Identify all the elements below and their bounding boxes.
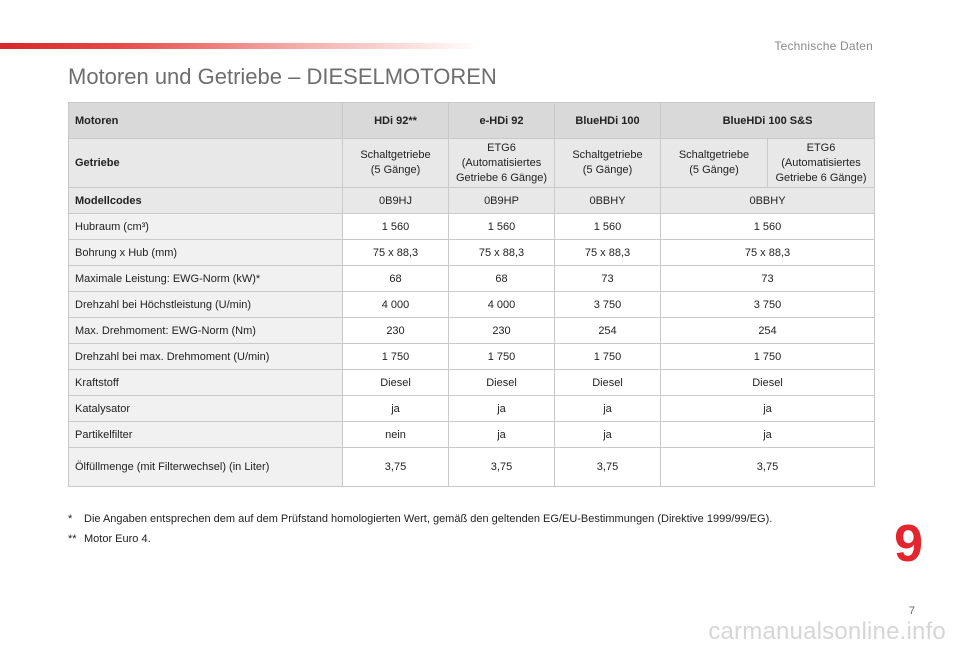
row-label: Katalysator [69,396,343,422]
row-label: Max. Drehmoment: EWG-Norm (Nm) [69,318,343,344]
table-cell: 3,75 [449,448,555,487]
header-cell-engine: BlueHDi 100 S&S [661,103,875,139]
table-row [69,396,875,422]
footnote [68,513,772,525]
table-cell: 3 750 [555,292,661,318]
row-label: Modellcodes [69,188,343,214]
row-label: Ölfüllmenge (mit Filterwechsel) (in Liter) [69,448,343,487]
table-row-gearbox [69,139,875,188]
table-cell: 68 [449,266,555,292]
table-cell: 1 750 [661,344,875,370]
page-number: 7 [908,605,915,617]
table-header-row [69,103,875,139]
header-cell-motoren: Motoren [69,103,343,139]
table-cell: 3,75 [343,448,449,487]
page-title: Motoren und Getriebe – DIESELMOTOREN [68,64,497,89]
table-row [69,266,875,292]
watermark: carmanualsonline.info [708,618,946,645]
table-cell: Diesel [661,370,875,396]
table-cell: 4 000 [449,292,555,318]
table-cell: 1 560 [555,214,661,240]
table-cell: Schaltgetriebe (5 Gänge) [661,139,768,188]
footnote-mark: ** [68,533,77,545]
row-label: Getriebe [69,139,343,188]
table-cell: Schaltgetriebe (5 Gänge) [343,139,449,188]
table-cell: 1 560 [449,214,555,240]
table-cell: 75 x 88,3 [343,240,449,266]
table-cell: ja [343,396,449,422]
header-accent-bar [0,43,480,49]
row-label: Drehzahl bei Höchstleistung (U/min) [69,292,343,318]
table-cell: 254 [555,318,661,344]
table-cell: 73 [661,266,875,292]
table-cell: ja [449,422,555,448]
row-label: Hubraum (cm³) [69,214,343,240]
table-row [69,292,875,318]
table-cell: 230 [343,318,449,344]
table-cell: 3 750 [661,292,875,318]
table-cell: ja [555,422,661,448]
table-cell: 68 [343,266,449,292]
table-cell: 254 [661,318,875,344]
table-cell: 3,75 [555,448,661,487]
footnote-text: Die Angaben entsprechen dem auf dem Prüfstand homologierten Wert, gemäß den geltenden EG/EU-Bestimmungen (Direktive 1999/99/EG). [84,513,773,525]
table-cell: 1 560 [661,214,875,240]
table-cell: 0B9HJ [343,188,449,214]
table-cell: Diesel [343,370,449,396]
footnote-text: Motor Euro 4. [84,533,151,545]
table-cell: 4 000 [343,292,449,318]
row-label: Maximale Leistung: EWG-Norm (kW)* [69,266,343,292]
table-cell: 1 750 [449,344,555,370]
table-cell: 75 x 88,3 [661,240,875,266]
table-cell: 230 [449,318,555,344]
section-label: Technische Daten [774,39,873,53]
table-cell: Diesel [555,370,661,396]
table-cell: 3,75 [661,448,875,487]
table-cell: Schaltgetriebe (5 Gänge) [555,139,661,188]
header-cell-engine: e-HDi 92 [449,103,555,139]
table-cell: ETG6 (Automatisiertes Getriebe 6 Gänge) [768,139,875,188]
chapter-number: 9 [894,515,923,573]
table-cell: ja [449,396,555,422]
table-row [69,214,875,240]
table-row [69,240,875,266]
footnote [68,533,151,545]
footnote-mark: * [68,513,73,525]
table-row-model-codes [69,188,875,214]
table-cell: ja [661,396,875,422]
row-label: Drehzahl bei max. Drehmoment (U/min) [69,344,343,370]
table-cell: 1 750 [555,344,661,370]
table-cell: ETG6 (Automatisiertes Getriebe 6 Gänge) [449,139,555,188]
table-cell: 0BBHY [555,188,661,214]
table-cell: ja [555,396,661,422]
table-cell: 1 560 [343,214,449,240]
header-cell-engine: BlueHDi 100 [555,103,661,139]
table-cell: Diesel [449,370,555,396]
table-row [69,422,875,448]
table-cell: 75 x 88,3 [555,240,661,266]
engine-spec-table [68,102,875,487]
table-cell: 0BBHY [661,188,875,214]
table-row [69,370,875,396]
table-row [69,344,875,370]
row-label: Partikelfilter [69,422,343,448]
table-cell: 1 750 [343,344,449,370]
table-row [69,318,875,344]
table-cell: 0B9HP [449,188,555,214]
table-cell: ja [661,422,875,448]
header-cell-engine: HDi 92** [343,103,449,139]
row-label: Bohrung x Hub (mm) [69,240,343,266]
table-cell: 73 [555,266,661,292]
row-label: Kraftstoff [69,370,343,396]
table-cell: 75 x 88,3 [449,240,555,266]
table-cell: nein [343,422,449,448]
table-row [69,448,875,487]
